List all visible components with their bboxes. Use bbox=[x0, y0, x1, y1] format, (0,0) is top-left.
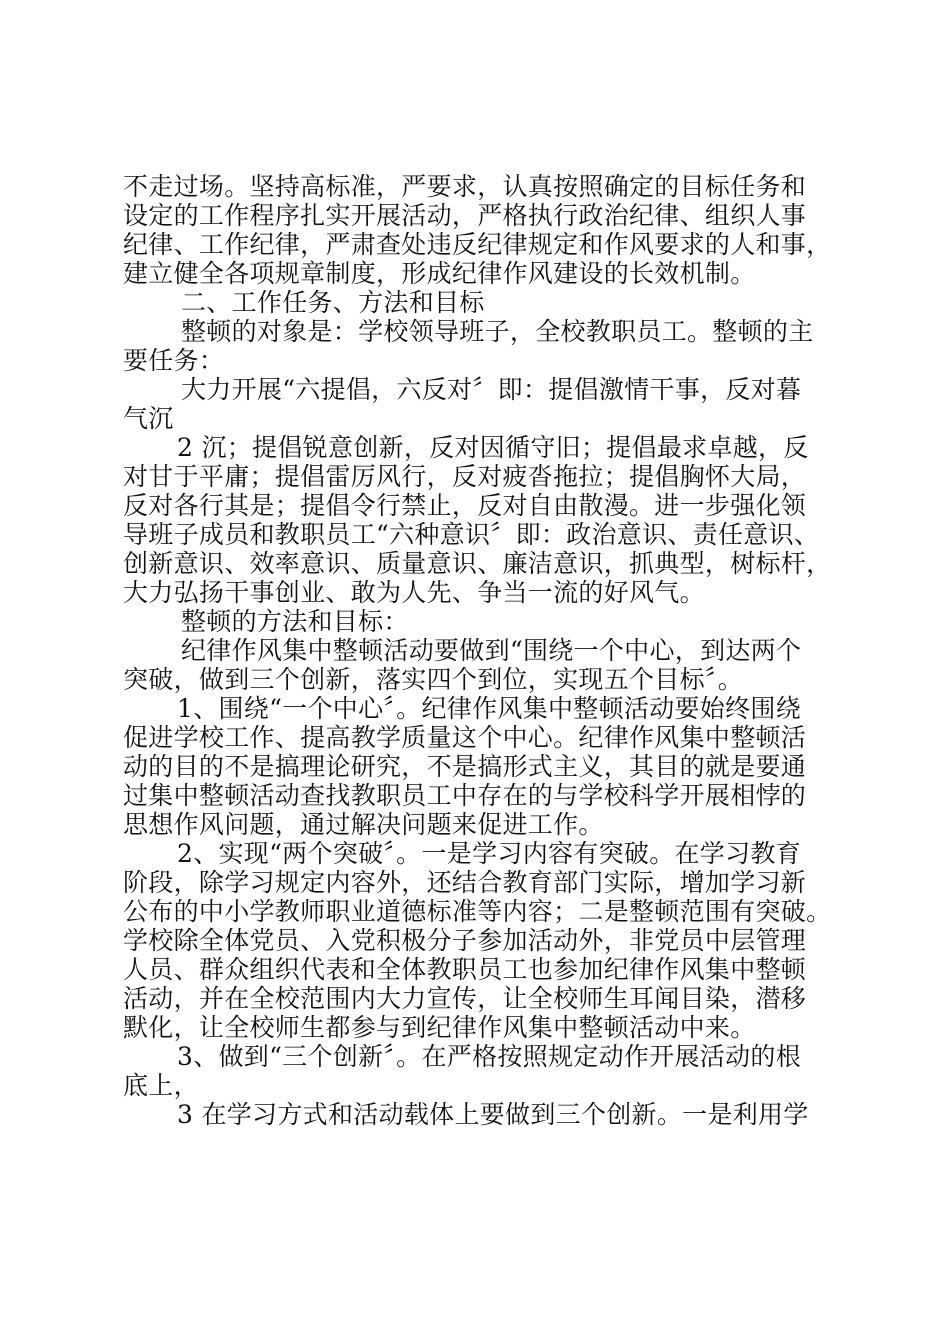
paragraph-line: 过集中整顿活动查找教职员工中存在的与学校科学开展相悖的 bbox=[123, 781, 807, 810]
document-body bbox=[123, 172, 835, 1129]
paragraph-line: 纪律作风集中整顿活动要做到“围绕一个中心，到达两个 bbox=[181, 636, 802, 665]
paragraph-line: 纪律、工作纪律，严肃查处违反纪律规定和作风要求的人和事， bbox=[123, 230, 832, 259]
section-heading: 二、工作任务、方法和目标 bbox=[181, 288, 485, 317]
paragraph-line: 不走过场。坚持高标准，严要求，认真按照确定的目标任务和 bbox=[123, 172, 807, 201]
paragraph-line: 2、实现“两个突破〞。一是学习内容有突破。在学习教育 bbox=[177, 839, 801, 868]
paragraph-line: 1、围绕“一个中心〞。纪律作风集中整顿活动要始终围绕 bbox=[177, 694, 801, 723]
paragraph-line: 要任务： bbox=[123, 346, 225, 375]
paragraph-line: 建立健全各项规章制度，形成纪律作风建设的长效机制。 bbox=[123, 259, 756, 288]
paragraph-line: 默化，让全校师生都参与到纪律作风集中整顿活动中来。 bbox=[123, 1013, 756, 1042]
paragraph-line: 阶段，除学习规定内容外，还结合教育部门实际，增加学习新 bbox=[123, 868, 807, 897]
subsection-heading: 整顿的方法和目标： bbox=[181, 607, 409, 636]
paragraph-line: 气沉 bbox=[123, 404, 174, 433]
paragraph-line: 公布的中小学教师职业道德标准等内容；二是整顿范围有突破。 bbox=[123, 897, 832, 926]
paragraph-line: 对甘于平庸；提倡雷厉风行，反对疲沓拖拉；提倡胸怀大局， bbox=[123, 462, 807, 491]
paragraph-line: 大力开展“六提倡，六反对〞即：提倡激情干事，反对暮 bbox=[181, 375, 802, 404]
paragraph-line: 人员、群众组织代表和全体教职员工也参加纪律作风集中整顿 bbox=[123, 955, 807, 984]
paragraph-line: 学校除全体党员、入党积极分子参加活动外，非党员中层管理 bbox=[123, 926, 807, 955]
paragraph-line: 3、做到“三个创新〞。在严格按照规定动作开展活动的根 bbox=[177, 1042, 801, 1071]
paragraph-line: 活动，并在全校范围内大力宣传，让全校师生耳闻目染，潜移 bbox=[123, 984, 807, 1013]
paragraph-line: 3 在学习方式和活动载体上要做到三个创新。一是利用学 bbox=[177, 1100, 809, 1129]
paragraph-line: 促进学校工作、提高教学质量这个中心。纪律作风集中整顿活 bbox=[123, 723, 807, 752]
paragraph-line: 动的目的不是搞理论研究，不是搞形式主义，其目的就是要通 bbox=[123, 752, 807, 781]
paragraph-line: 底上， bbox=[123, 1071, 199, 1100]
paragraph-line: 设定的工作程序扎实开展活动，严格执行政治纪律、组织人事 bbox=[123, 201, 807, 230]
paragraph-line: 创新意识、效率意识、质量意识、廉洁意识，抓典型，树标杆， bbox=[123, 549, 832, 578]
paragraph-line: 思想作风问题，通过解决问题来促进工作。 bbox=[123, 810, 604, 839]
paragraph-line: 2 沉；提倡锐意创新，反对因循守旧；提倡最求卓越，反 bbox=[177, 433, 809, 462]
paragraph-line: 整顿的对象是：学校领导班子，全校教职员工。整顿的主 bbox=[181, 317, 814, 346]
paragraph-line: 反对各行其是；提倡令行禁止，反对自由散漫。进一步强化领 bbox=[123, 491, 807, 520]
paragraph-line: 大力弘扬干事创业、敢为人先、争当一流的好风气。 bbox=[123, 578, 705, 607]
paragraph-line: 导班子成员和教职员工“六种意识〞即：政治意识、责任意识、 bbox=[123, 520, 820, 549]
paragraph-line: 突破，做到三个创新，落实四个到位，实现五个目标〞。 bbox=[123, 665, 744, 694]
